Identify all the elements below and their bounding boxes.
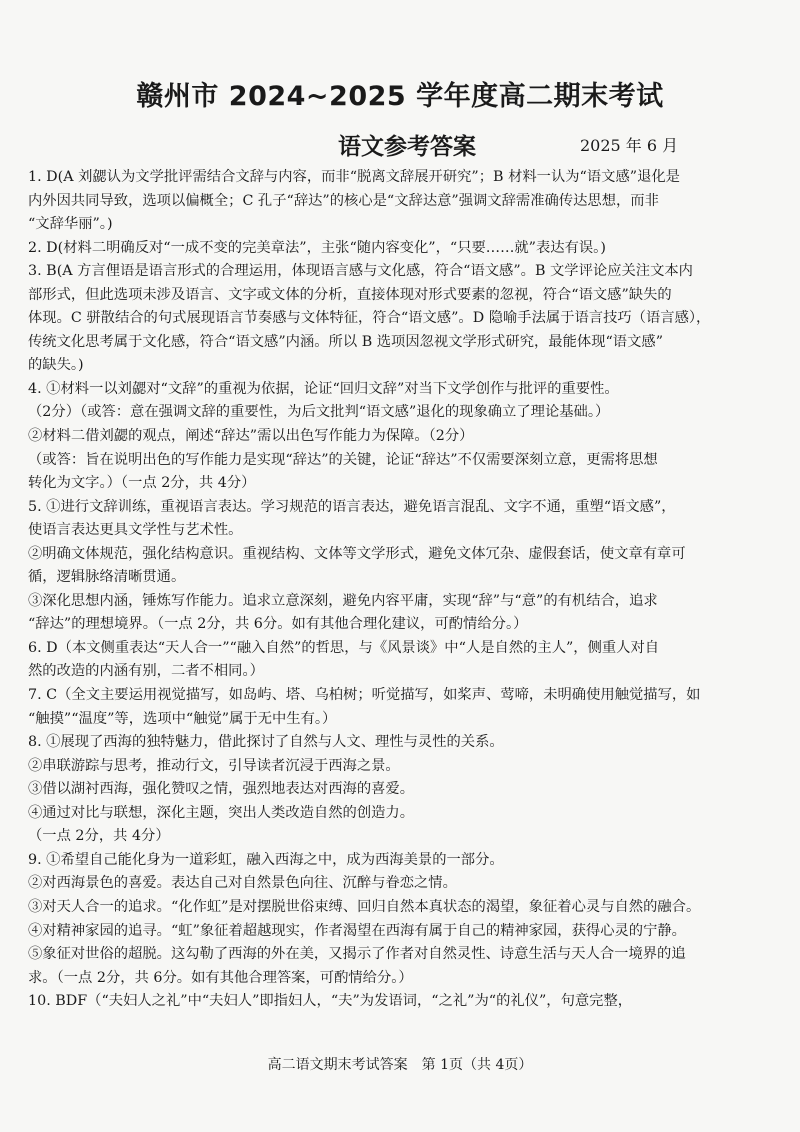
answer-line: ③深化思想内涵，锤炼写作能力。追求立意深刻，避免内容平庸，实现“辞”与“意”的有机结合，追求 bbox=[28, 592, 658, 609]
answer-line: 体现。C 骈散结合的句式展现语言节奏感与文体特征，符合“语文感”。D 隐喻手法属于语言技巧（语言感）， bbox=[28, 310, 711, 327]
answer-line: ③对天人合一的追求。“化作虹”是对摆脱世俗束缚、回归自然本真状态的渴望，象征着心灵与自然的融合。 bbox=[28, 898, 701, 915]
answer-line: 3. B(A 方言俚语是语言形式的合理运用，体现语言感与文化感，符合“语文感”。B 文学评论应关注文本内 bbox=[28, 263, 693, 280]
page-footer: 高二语文期末考试答案 第 1页（共 4页） bbox=[267, 1057, 533, 1073]
answer-line: 6. D（本文侧重表达“天人合一”“融入自然”的哲思，与《风景谈》中“人是自然的主人”，侧重人对自 bbox=[28, 639, 660, 656]
answer-body bbox=[28, 166, 778, 1014]
answer-line: “辞达”的理想境界。（一点 2分，共 6分。如有其他合理化建议，可酌情给分。） bbox=[28, 616, 528, 633]
answer-line: 2. D(材料二明确反对“一成不变的完美章法”，主张“随内容变化”，“只要……就”表达有误。) bbox=[28, 239, 606, 256]
answer-line: ③借以湖衬西海，强化赞叹之情，强烈地表达对西海的喜爱。 bbox=[28, 781, 415, 798]
answer-line: 9. ①希望自己能化身为一道彩虹，融入西海之中，成为西海美景的一部分。 bbox=[28, 851, 504, 868]
answer-line: ②对西海景色的喜爱。表达自己对自然景色向往、沉醉与眷恋之情。 bbox=[28, 875, 457, 892]
answer-line: 4. ①材料一以刘勰对“文辞”的重视为依据，论证“回归文辞”对当下文学创作与批评的重要性。 bbox=[28, 380, 619, 397]
answer-subtitle: 语文参考答案 bbox=[338, 134, 476, 160]
answer-line: “触摸”“温度”等，选项中“触觉”属于无中生有。） bbox=[28, 710, 337, 727]
answer-line: 8. ①展现了西海的独特魅力，借此探讨了自然与人文、理性与灵性的关系。 bbox=[28, 734, 504, 751]
answer-line: 1. D(A 刘勰认为文学批评需结合文辞与内容，而非“脱离文辞展开研究”；B 材料一认为“语文感”退化是 bbox=[28, 169, 680, 185]
answer-line: 转化为文字。）（一点 2分，共 4分） bbox=[28, 475, 256, 492]
answer-line: 循，逻辑脉络清晰贯通。 bbox=[28, 569, 186, 586]
exam-title: 赣州市 2024~2025 学年度高二期末考试 bbox=[136, 81, 664, 112]
answer-line: ④对精神家园的追寻。“虹”象征着超越现实，作者渴望在西海有属于自己的精神家园，获得心灵的宁静。 bbox=[28, 922, 686, 939]
answer-line: 7. C（全文主要运用视觉描写，如岛屿、塔、乌柏树；听觉描写，如桨声、莺啼，未明确使用触觉描写，如 bbox=[28, 687, 701, 704]
answer-line: 然的改造的内涵有别，二者不相同。） bbox=[28, 663, 264, 680]
answer-line: 内外因共同导致，选项以偏概全；C 孔子“辞达”的核心是“文辞达意”强调文辞需准确传达思想，而非 bbox=[28, 192, 659, 209]
answer-line: 5. ①进行文辞训练，重视语言表达。学习规范的语言表达，避免语言混乱、文字不通，重塑“语文感”， bbox=[28, 498, 676, 515]
answer-line: 的缺失。) bbox=[28, 357, 84, 374]
exam-date: 2025 年 6 月 bbox=[580, 136, 679, 155]
answer-line: ②材料二借刘勰的观点，阐述“辞达”需以出色写作能力为保障。（2分） bbox=[28, 428, 474, 445]
answer-line: ④通过对比与联想，深化主题，突出人类改造自然的创造力。 bbox=[28, 804, 415, 821]
answer-line: 10. BDF（“夫妇人之礼”中“夫妇人”即指妇人，“夫”为发语词，“之礼”为“的礼仪”，句意完整， bbox=[28, 993, 633, 1010]
answer-line: ⑤象征对世俗的超脱。这勾勒了西海的外在美，又揭示了作者对自然灵性、诗意生活与天人合一境界的追 bbox=[28, 946, 686, 963]
answer-line: 使语言表达更具文学性与艺术性。 bbox=[28, 522, 243, 539]
answer-line: 传统文化思考属于文化感，符合“语文感”内涵。所以 B 选项因忽视文学形式研究，最能体现“语文感” bbox=[28, 333, 663, 350]
answer-line: “文辞华丽”。) bbox=[28, 216, 113, 233]
answer-line: （一点 2分，共 4分） bbox=[28, 828, 170, 845]
answer-line: 部形式，但此选项未涉及语言、文字或文体的分析，直接体现对形式要素的忽视，符合“语文感”缺失的 bbox=[28, 286, 672, 303]
answer-line: ②串联游踪与思考，推动行文，引导读者沉浸于西海之景。 bbox=[28, 757, 400, 774]
answer-line: （2分）（或答：意在强调文辞的重要性，为后文批判“语文感”退化的现象确立了理论基础。） bbox=[28, 404, 610, 421]
answer-line: ②明确文体规范，强化结构意识。重视结构、文体等文学形式，避免文体冗杂、虚假套话，使文章有章可 bbox=[28, 545, 686, 562]
answer-line: （或答：旨在说明出色的写作能力是实现“辞达”的关键，论证“辞达”不仅需要深刻立意，更需将思想 bbox=[28, 451, 658, 468]
answer-line: 求。（一点 2分，共 6分。如有其他合理答案，可酌情给分。） bbox=[28, 969, 413, 986]
